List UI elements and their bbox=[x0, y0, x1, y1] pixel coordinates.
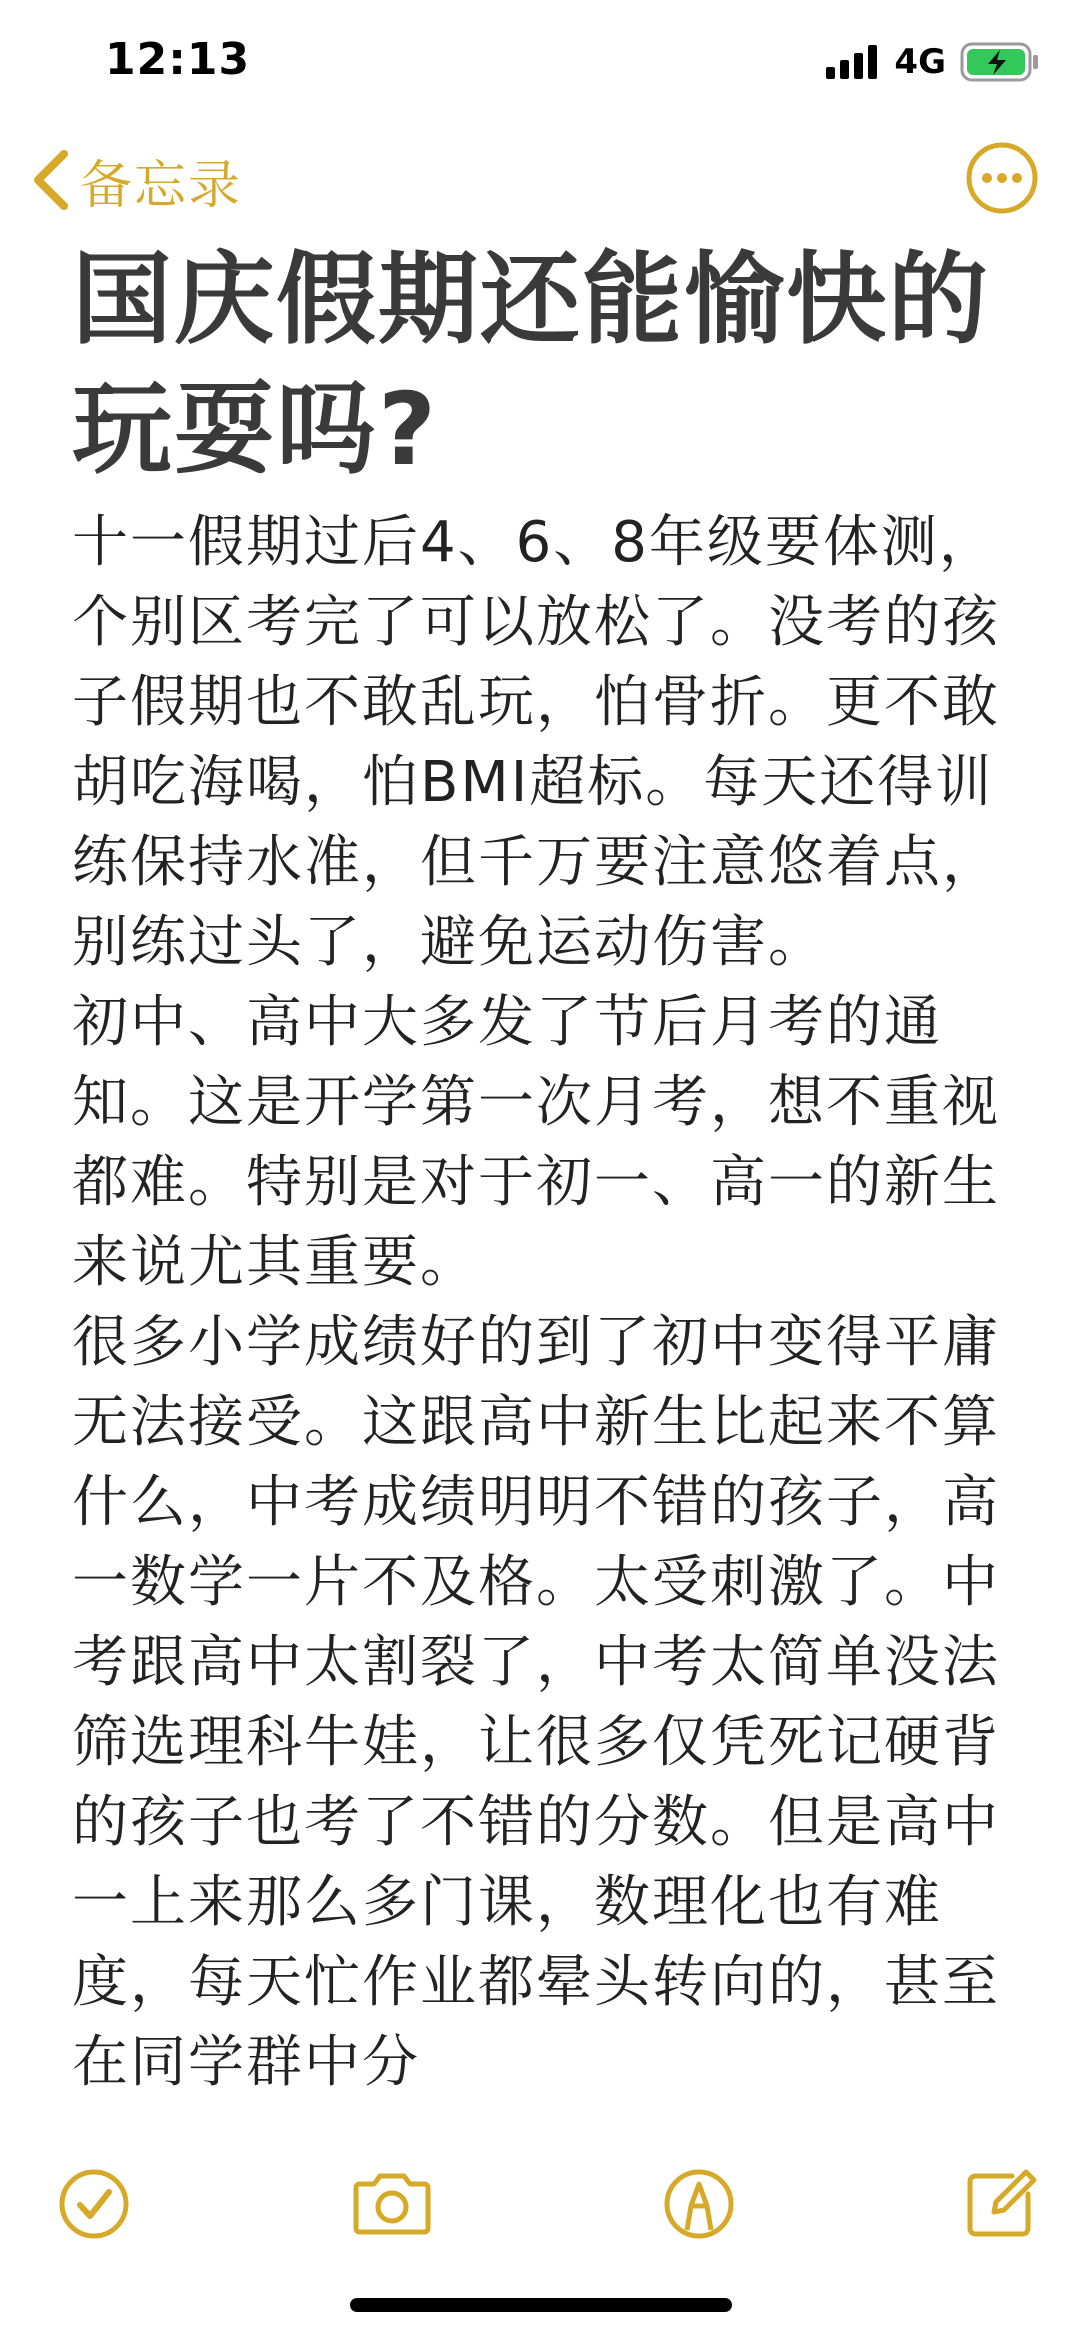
status-indicators bbox=[826, 40, 1040, 84]
note-paragraph[interactable]: 很多小学成绩好的到了初中变得平庸无法接受。这跟高中新生比起来不算什么，中考成绩明明不错的孩子，高一数学一片不及格。太受刺激了。中考跟高中太割裂了，中考太简单没法筛选理科牛娃，让很多仅凭死记硬背的孩子也考了不错的分数。但是高中一上来那么多门课，数理化也有难度，每天忙作业都晕头转向的，甚至在同学群中分 bbox=[72, 1310, 1000, 2095]
note-paragraph[interactable]: 十一假期过后4、6、8年级要体测，个别区考完了可以放松了。没考的孩子假期也不敢乱玩，怕骨折。更不敢胡吃海喝，怕BMI超标。每天还得训练保持水准，但千万要注意悠着点，别练过头了，避免运动伤害。 bbox=[72, 510, 1000, 975]
checklist-icon bbox=[52, 2162, 136, 2246]
note-body[interactable] bbox=[72, 503, 1012, 2103]
bottom-toolbar bbox=[0, 2150, 1080, 2260]
more-button[interactable] bbox=[962, 138, 1042, 218]
compose-icon bbox=[958, 2162, 1042, 2246]
back-label: 备忘录 bbox=[80, 155, 243, 216]
note-editor[interactable] bbox=[72, 235, 1012, 2135]
battery-charging-icon bbox=[960, 42, 1040, 82]
markup-button[interactable] bbox=[657, 2162, 741, 2246]
markup-icon bbox=[657, 2162, 741, 2246]
note-paragraph[interactable]: 初中、高中大多发了节后月考的通知。这是开学第一次月考，想不重视都难。特别是对于初一、高一的新生来说尤其重要。 bbox=[72, 990, 1000, 1295]
camera-button[interactable] bbox=[350, 2162, 434, 2246]
nav-bar bbox=[0, 130, 1080, 230]
checklist-button[interactable] bbox=[52, 2162, 136, 2246]
note-title[interactable]: 国庆假期还能愉快的玩耍吗? bbox=[72, 241, 990, 488]
signal-icon bbox=[826, 45, 880, 79]
back-button[interactable] bbox=[28, 140, 242, 220]
home-indicator bbox=[350, 2298, 732, 2312]
camera-icon bbox=[350, 2162, 434, 2246]
chevron-left-icon bbox=[28, 148, 72, 212]
network-type: 4G bbox=[894, 42, 946, 82]
compose-button[interactable] bbox=[958, 2162, 1042, 2246]
status-bar bbox=[0, 0, 1080, 120]
status-time: 12:13 bbox=[105, 34, 251, 85]
more-icon bbox=[962, 138, 1042, 218]
